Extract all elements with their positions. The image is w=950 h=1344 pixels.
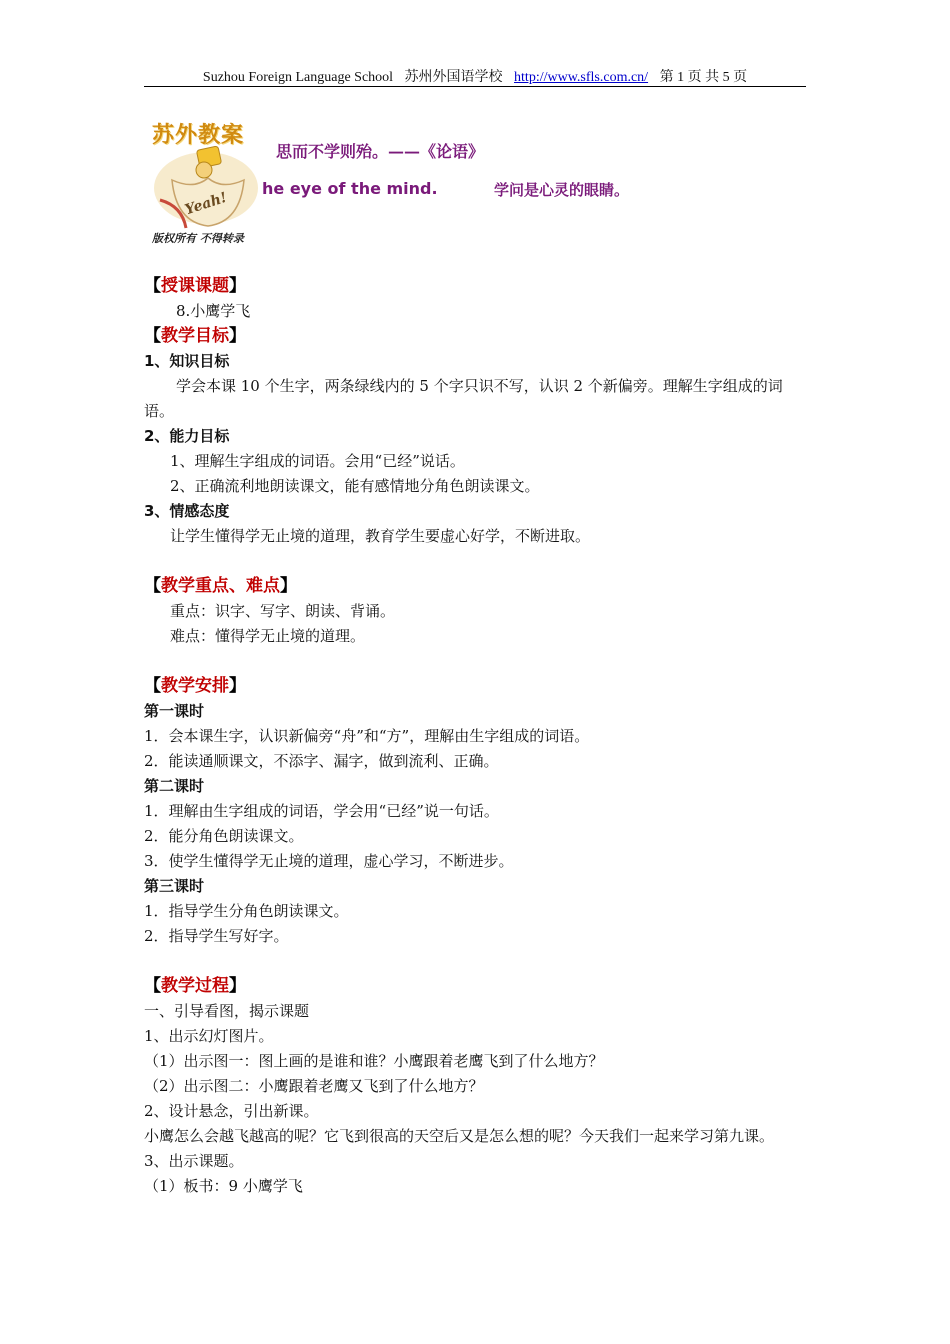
process-line: 2、设计悬念，引出新课。	[144, 1102, 319, 1120]
goal-ability-item: 2、正确流利地朗读课文，能有感情地分角色朗读课文。	[170, 477, 540, 495]
quote-line-2-en: he eye of the mind.	[262, 179, 438, 198]
process-paragraph: 小鹰怎么会越飞越高的呢？它飞到很高的天空后又是怎么想的呢？今天我们一起来学习第九课。	[144, 1127, 775, 1145]
lesson-2-heading: 第二课时	[144, 777, 205, 795]
section-heading-key-points: 【教学重点、难点】	[144, 576, 297, 596]
quote-line-2-cn: 学问是心灵的眼睛。	[494, 181, 630, 199]
process-line: （1）出示图一：图上画的是谁和谁？小鹰跟着老鹰飞到了什么地方？	[144, 1052, 604, 1070]
page-header	[144, 66, 806, 87]
school-name-en: Suzhou Foreign Language School	[202, 70, 394, 85]
process-line: （1）板书：9 小鹰学飞	[144, 1177, 303, 1195]
goal-attitude-text: 让学生懂得学无止境的道理，教育学生要虚心好学，不断进取。	[170, 527, 591, 545]
process-line: 3、出示课题。	[144, 1152, 244, 1170]
section-heading-schedule: 【教学安排】	[144, 676, 246, 696]
goal-ability-item: 1、理解生字组成的词语。会用“已经”说话。	[170, 452, 465, 470]
process-line: 一、引导看图，揭示课题	[144, 1002, 310, 1020]
section-heading-topic: 【授课课题】	[144, 276, 246, 296]
page-info: 第 1 页 共 5 页	[659, 70, 748, 85]
goal-heading-ability: 2、能力目标	[144, 427, 230, 445]
lesson-3-heading: 第三课时	[144, 877, 205, 895]
svg-text:Yeah!: Yeah!	[183, 189, 229, 219]
logo-copyright: 版权所有 不得转录	[152, 232, 244, 245]
section-heading-process: 【教学过程】	[144, 976, 246, 996]
lesson-3-item: 2．指导学生写好字。	[144, 927, 289, 945]
lesson-plan-body	[144, 274, 808, 1199]
key-point-item: 重点：识字、写字、朗读、背诵。	[170, 602, 396, 620]
school-name-cn: 苏州外国语学校	[404, 70, 503, 85]
school-url-link[interactable]: http://www.sfls.com.cn/	[514, 70, 649, 85]
lesson-2-item: 3．使学生懂得学无止境的道理，虚心学习，不断进步。	[144, 852, 514, 870]
lesson-1-item: 2．能读通顺课文，不添字、漏字，做到流利、正确。	[144, 752, 499, 770]
logo-title: 苏外教案	[152, 122, 245, 148]
lesson-2-item: 2．能分角色朗读课文。	[144, 827, 304, 845]
quote-line-1: 思而不学则殆。——《论语》	[276, 142, 485, 161]
lesson-2-item: 1．理解由生字组成的词语，学会用“已经”说一句话。	[144, 802, 499, 820]
goal-knowledge-text: 学会本课 10 个生字，两条绿线内的 5 个字只识不写，认识 2 个新偏旁。理解生字组成的词语。	[144, 377, 783, 420]
topic-text: 8.小鹰学飞	[176, 302, 251, 320]
process-line: （2）出示图二：小鹰跟着老鹰又飞到了什么地方？	[144, 1077, 484, 1095]
goal-heading-knowledge: 1、知识目标	[144, 352, 230, 370]
lesson-1-item: 1．会本课生字，认识新偏旁“舟”和“方”，理解由生字组成的词语。	[144, 727, 590, 745]
process-line: 1、出示幻灯图片。	[144, 1027, 274, 1045]
logo	[142, 116, 268, 248]
goal-heading-attitude: 3、情感态度	[144, 502, 230, 520]
lesson-1-heading: 第一课时	[144, 702, 205, 720]
section-heading-goals: 【教学目标】	[144, 326, 246, 346]
lesson-3-item: 1．指导学生分角色朗读课文。	[144, 902, 349, 920]
key-point-item: 难点：懂得学无止境的道理。	[170, 627, 366, 645]
